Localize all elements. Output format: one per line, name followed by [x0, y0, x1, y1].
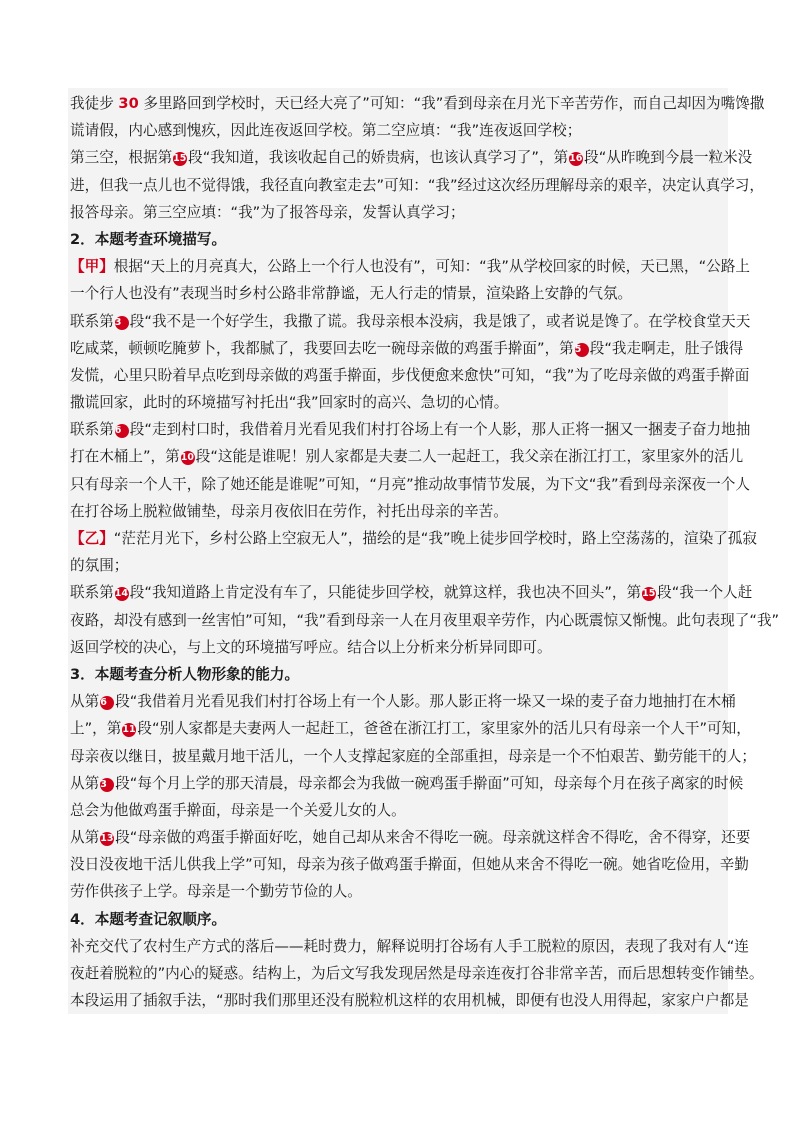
text-line [70, 226, 728, 253]
text-line [70, 362, 750, 389]
question-heading: 4．本题考查记叙顺序。 [70, 910, 227, 928]
text-run: 从第 [70, 774, 100, 792]
text-run: 根据“天上的月亮真大，公路上一个行人也没有”，可知：“我”从学校回家的时候，天已黑，“公路上 [113, 258, 750, 276]
text-run: 段“别人家都是夫妻两人一起赶工，爸爸在浙江打工，家里家外的活儿只有母亲一个人干”可知， [137, 720, 751, 738]
text-line [70, 743, 756, 770]
paragraph [70, 933, 764, 1015]
paragraph [70, 226, 728, 253]
text-run: 段“走到村口时，我借着月光看见我们村打谷场上有一个人影，那人正将一捆又一捆麦子奋力地抽 [129, 421, 751, 439]
text-run: 吃咸菜，顿顿吃腌萝卜，我都腻了，我要回去吃一碗母亲做的鸡蛋手擀面”，第 [70, 339, 574, 357]
paragraph [70, 308, 751, 417]
text-line [70, 634, 728, 661]
text-run: 上”，第 [70, 720, 122, 738]
text-line [70, 824, 751, 851]
text-run: 的氛围； [70, 557, 129, 575]
text-line [70, 443, 744, 470]
text-run: 一个行人也没有”表现当时乡村公路非常静谧，无人行走的情景，渲染路上安静的气氛。 [70, 285, 633, 303]
text-run: 在打谷场上脱粒做铺垫，母亲月夜依旧在劳作，衬托出母亲的辛苦。 [70, 502, 508, 520]
text-run: 我徒步 [70, 95, 119, 112]
text-run: 从第 [70, 829, 100, 847]
paragraph [70, 90, 765, 144]
text-line [70, 253, 750, 280]
text-run: 母亲夜以继日，披星戴月地干活儿，一个人支撑起家庭的全部重担，母亲是一个不怕艰苦、勤劳能干的人； [70, 747, 756, 765]
text-line [70, 715, 751, 742]
text-line [70, 579, 753, 606]
text-line [70, 117, 728, 144]
text-line [70, 770, 744, 797]
text-run: 只有母亲一个人干，除了她还能是谁呢”可知，“月亮”推动故事情节发展，为下文“我”看到母亲深夜一个人 [70, 475, 750, 493]
text-run: 撒谎回家，此时的环境描写衬托出“我”回家时的高兴、急切的心情。 [70, 394, 509, 412]
text-line [70, 90, 765, 117]
paragraph-number-badge: 3 [115, 316, 129, 330]
text-run: 补充交代了农村生产方式的落后——耗时费力，解释说明打谷场有人手工脱粒的原因，表现了我对有人“连 [70, 937, 749, 955]
text-line [70, 661, 728, 688]
text-line [70, 878, 728, 905]
text-run: 进，但我一点儿也不觉得饿，我径直向教室走去”可知：“我”经过这次经历理解母亲的艰辛，决定认真学习， [70, 176, 764, 194]
text-line [70, 525, 757, 552]
paragraph [70, 906, 728, 933]
text-run: 从第 [70, 693, 100, 711]
paragraph-number-badge: 11 [122, 724, 136, 736]
text-run: “茫茫月光下，乡村公路上空寂无人”，描绘的是“我”晚上徒步回学校时，路上空荡荡的，渲染了孤寂 [113, 530, 757, 547]
paragraph [70, 661, 728, 688]
paragraph [70, 253, 750, 307]
text-run: 段“我一个人赶 [657, 584, 753, 602]
text-line [70, 335, 744, 362]
text-run: 多里路回到学校时，天已经大亮了”可知：“我”看到母亲在月光下辛苦劳作，而自己却因为嘴馋撒 [138, 95, 765, 112]
paragraph-number-badge: 16 [569, 153, 583, 165]
text-run: 30 [118, 95, 139, 112]
paragraph-number-badge: 14 [114, 588, 129, 600]
paragraph-number-badge: 5 [575, 343, 589, 357]
text-run: 段“母亲做的鸡蛋手擀面好吃，她自己却从来舍不得吃一碗。母亲就这样舍不得吃，舍不得穿，还要 [115, 829, 751, 847]
text-line [70, 172, 764, 199]
text-line [70, 144, 753, 171]
text-line [70, 688, 736, 715]
text-run: 本段运用了插叙手法，“那时我们那里还没有脱粒机这样的农用机械，即便有也没人用得起，家家户户都是 [70, 992, 749, 1010]
text-run: 段“我借着月光看见我们村打谷场上有一个人影。那人影正将一垛又一垛的麦子奋力地抽打在木桶 [115, 693, 736, 711]
paragraph [70, 579, 780, 661]
text-line [70, 471, 750, 498]
text-run: 谎请假，内心感到愧疚，因此连夜返回学校。第二空应填：“我”连夜返回学校； [70, 122, 582, 140]
text-run: 夜赶着脱粒的”内心的疑惑。结构上，为后文写我发现居然是母亲连夜打谷非常辛苦，而后思想转变作铺垫。 [70, 965, 764, 982]
section-marker: 【甲】 [70, 258, 114, 276]
paragraph [70, 416, 751, 525]
text-line [70, 987, 749, 1014]
text-line [70, 960, 764, 987]
text-run: 报答母亲。第三空应填：“我”为了报答母亲，发誓认真学习； [70, 203, 465, 221]
paragraph [70, 144, 764, 226]
paragraph-number-badge: 6 [115, 424, 129, 438]
text-run: 劳作供孩子上学。母亲是一个勤劳节俭的人。 [70, 883, 362, 901]
text-run: 段“每个月上学的那天清晨，母亲都会为我做一碗鸡蛋手擀面”可知，母亲每个月在孩子离家的时候 [115, 774, 744, 792]
text-run: 返回学校的决心，与上文的环境描写呼应。结合以上分析来分析异同即可。 [70, 638, 552, 656]
text-run: 没日没夜地干活儿供我上学”可知，母亲为孩子做鸡蛋手擀面，但她从来舍不得吃一碗。她省吃俭用，辛勤 [70, 856, 749, 874]
text-run: 段“我走啊走，肚子饿得 [589, 339, 744, 357]
question-heading: 2．本题考查环境描写。 [70, 230, 227, 248]
text-line [70, 552, 728, 579]
text-run: 第三空，根据第 [70, 149, 173, 167]
text-line [70, 933, 749, 960]
text-run: 总会为他做鸡蛋手擀面，母亲是一个关爱儿女的人。 [70, 801, 406, 819]
paragraph-number-badge: 15 [173, 153, 187, 165]
text-line [70, 607, 780, 634]
answer-analysis-page [68, 88, 780, 1014]
text-run: 段“我不是一个好学生，我撒了谎。我母亲根本没病，我是饿了，或者说是馋了。在学校食堂天天 [129, 312, 751, 330]
text-run: 联系第 [70, 312, 114, 330]
paragraph [70, 525, 757, 579]
text-run: 联系第 [70, 584, 114, 602]
text-run: 夜路，却没有感到一丝害怕”可知，“我”看到母亲一人在月夜里艰辛劳作，内心既震惊又惭愧。此句表现了“我” [70, 611, 780, 629]
text-run: 段“这能是谁呢！别人家都是夫妻二人一起赶工，我父亲在浙江打工，家里家外的活儿 [195, 448, 744, 466]
text-run: 段“我知道路上肯定没有车了，只能徒步回学校，就算这样，我也决不回头”，第 [129, 584, 642, 602]
text-line [70, 416, 751, 443]
paragraph-number-badge: 6 [100, 696, 114, 710]
question-heading: 3．本题考查分析人物形象的能力。 [70, 665, 300, 683]
text-line [70, 199, 728, 226]
paragraph-number-badge: 13 [100, 833, 114, 845]
section-marker: 【乙】 [70, 530, 114, 547]
paragraph-number-badge: 3 [100, 778, 114, 792]
paragraph-number-badge: 10 [180, 452, 194, 464]
text-run: 段“我知道，我该收起自己的娇贵病，也该认真学习了”，第 [188, 149, 569, 167]
text-line [70, 498, 728, 525]
text-line [70, 851, 749, 878]
text-line [70, 906, 728, 933]
text-run: 联系第 [70, 421, 114, 439]
text-run: 发慌，心里只盼着早点吃到母亲做的鸡蛋手擀面，步伐便愈来愈快”可知，“我”为了吃母亲做的鸡蛋手擀面 [70, 366, 750, 384]
text-line [70, 389, 728, 416]
paragraph [70, 824, 751, 906]
paragraph [70, 688, 756, 824]
paragraph-number-badge: 15 [642, 588, 656, 600]
text-run: 段“从昨晚到今晨一粒米没 [584, 149, 753, 167]
text-line [70, 797, 728, 824]
text-line [70, 308, 751, 335]
text-line [70, 280, 728, 307]
text-run: 打在木桶上”，第 [70, 448, 180, 466]
